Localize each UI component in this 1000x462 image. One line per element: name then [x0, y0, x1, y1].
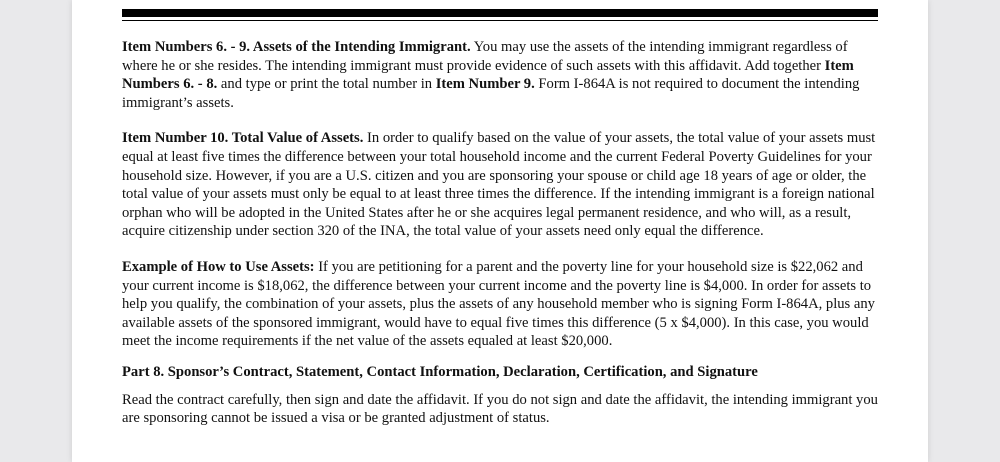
- paragraph-text: If you are petitioning for a parent and the poverty line for your household size is $22,062 and your current income is $18,062, the difference between your current income and the poverty line is $4,000. In order for assets to help you qualify, the combination of your assets, plus the assets of any household member who is signing Form I-864A, plus any available assets of the sponsored immigrant, would have to equal five times this difference (5 x $4,000). In this case, you would meet the income requirements if the net value of the assets equaled at least $20,000.: [122, 258, 875, 350]
- paragraph-item-6-9: [122, 38, 880, 112]
- section-heading-part-8: Part 8. Sponsor’s Contract, Statement, Contact Information, Declaration, Certification, and Signature: [122, 363, 758, 380]
- paragraph-bold-ref: Item Number 9.: [435, 76, 535, 93]
- paragraph-text: Form I-864A is not required to document the intending immigrant’s assets.: [122, 76, 860, 111]
- paragraph-part-8: Read the contract carefully, then sign and date the affidavit. If you do not sign and date the affidavit, the intending immigrant you are sponsoring cannot be issued a visa or be granted adjustment of status.: [122, 391, 878, 427]
- paragraph-title: Item Numbers 6. - 9. Assets of the Intending Immigrant.: [122, 39, 471, 55]
- paragraph-title: Example of How to Use Assets:: [122, 258, 315, 275]
- paragraph-example: [122, 258, 880, 351]
- paragraph-text: In order to qualify based on the value of your assets, the total value of your assets must equal at least five times the difference between your total household income and the current Federal Poverty Guidelines for your household size. However, if you are a U.S. citizen and you are sponsoring your spouse or child age 18 years of age or older, the total value of your assets must only be equal to at least three times the difference. If the intending immigrant is a foreign national orphan who will be adopted in the United States after he or she acquires legal permanent residence, and who will, as a result, acquire citizenship under section 320 of the INA, the total value of your assets need only equal the difference.: [122, 130, 876, 240]
- paragraph-title: Item Number 10. Total Value of Assets.: [122, 130, 364, 147]
- paragraph-text: and type or print the total number in: [217, 76, 436, 93]
- paragraph-text: You may use the assets of the intending immigrant regardless of where he or she resides. The intending immigrant must provide evidence of such assets with this affidavit. Add together: [122, 39, 848, 74]
- page-content: [122, 38, 880, 428]
- document-page: [72, 0, 928, 462]
- header-rule-thick: [122, 9, 878, 17]
- header-rule-thin: [122, 20, 878, 21]
- paragraph-bold-ref: Item Numbers 6. - 8.: [122, 57, 854, 93]
- paragraph-item-10: [122, 129, 880, 241]
